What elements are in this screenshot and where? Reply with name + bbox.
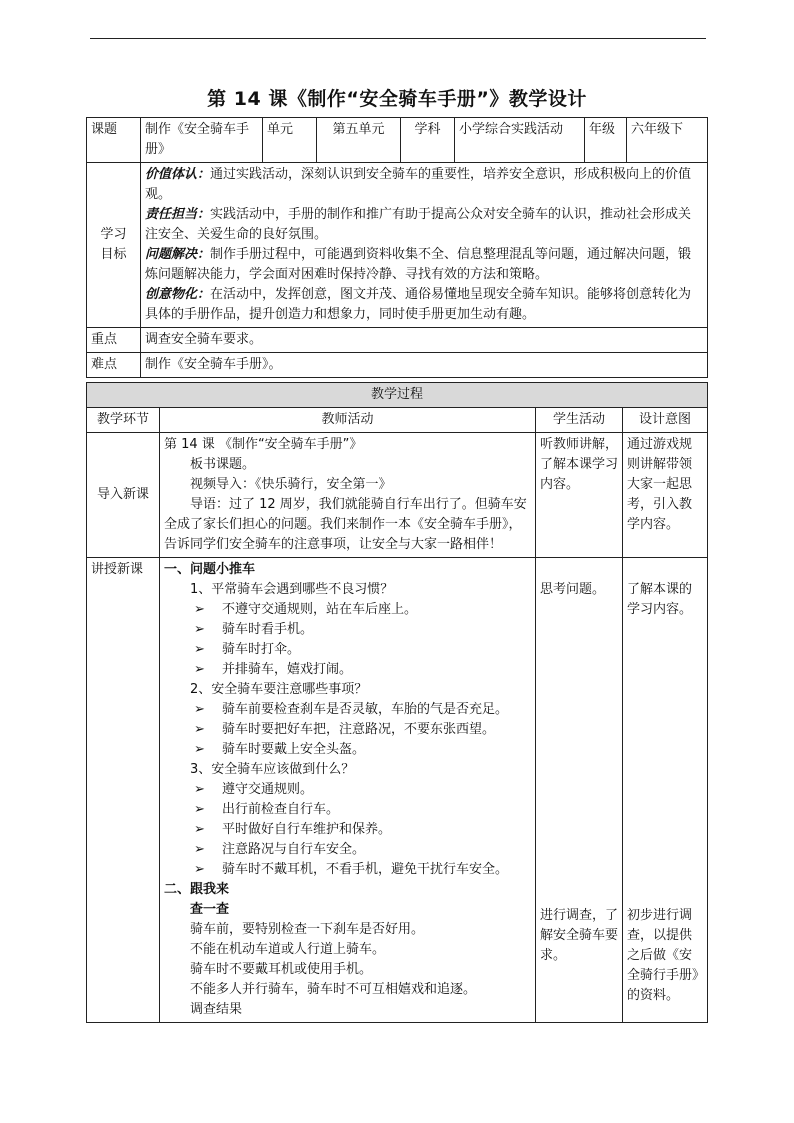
question: 3、安全骑车应该做到什么？ [190, 762, 355, 777]
unit-value: 第五单元 [317, 118, 401, 163]
check-line: 不能多人并行骑车，骑车时不可互相嬉戏和追逐。 [190, 982, 477, 997]
check-line: 不能在机动车道或人行道上骑车。 [190, 942, 386, 957]
goal-creativity: 创意物化：在活动中，发挥创意，图文并茂、通俗易懂地呈现安全骑车知识。能够将创意转化为具体的手册作品，提升创造力和想象力，同时使手册更加生动有趣。 [145, 287, 692, 322]
process-table [86, 382, 708, 1023]
list-item: ➢ 遵守交通规则。 [194, 782, 314, 797]
intent-2: 初步进行调查，以提供之后做《安全骑行手册》的资料。 [627, 908, 699, 1003]
question: 1、平常骑车会遇到哪些不良习惯？ [190, 582, 394, 597]
page-title: 第 14 课《制作“安全骑车手册”》教学设计 [207, 88, 587, 110]
intro-teacher [160, 433, 536, 558]
col-intent: 设计意图 [623, 408, 708, 433]
key-point-text: 调查安全骑车要求。 [141, 328, 708, 353]
goals-content [141, 163, 708, 328]
section-heading: 一、问题小推车 [164, 562, 256, 577]
grade-value: 六年级下 [627, 118, 708, 163]
goal-value: 价值体认：通过实践活动，深刻认识到安全骑车的重要性，培养安全意识，形成积极向上的价值观。 [145, 167, 692, 202]
intro-line: 视频导入：《快乐骑行，安全第一》 [190, 477, 392, 492]
section-heading: 二、跟我来 [164, 882, 230, 897]
intent-1: 了解本课的学习内容。 [627, 582, 693, 617]
list-item: ➢ 并排骑车，嬉戏打闹。 [194, 662, 353, 677]
goal-responsibility: 责任担当：实践活动中，手册的制作和推广有助于提高公众对安全骑车的认识，推动社会形成关注安全、关爱生命的良好氛围。 [145, 207, 692, 242]
sub-heading: 查一查 [190, 902, 230, 917]
list-item: ➢ 骑车时要戴上安全头盔。 [194, 742, 366, 757]
list-item: ➢ 不遵守交通规则，站在车后座上。 [194, 602, 418, 617]
intro-paragraph: 导语：过了 12 周岁，我们就能骑自行车出行了。但骑车安全成了家长们担心的问题。我们来制作一本《安全骑车手册》，告诉同学们安全骑车的注意事项，让安全与大家一路相伴！ [164, 497, 527, 552]
intro-title: 第 14 课 《制作“安全骑车手册”》 [164, 437, 363, 452]
subject-value: 小学综合实践活动 [455, 118, 585, 163]
check-line: 骑车前，要特别检查一下刹车是否好用。 [190, 922, 425, 937]
student-activity-1: 思考问题。 [540, 582, 606, 597]
list-item: ➢ 骑车时打伞。 [194, 642, 301, 657]
check-line: 调查结果 [190, 1002, 243, 1017]
check-line: 骑车时不要戴耳机或使用手机。 [190, 962, 373, 977]
lesson-stage: 讲授新课 [87, 558, 160, 1023]
unit-label: 单元 [263, 118, 317, 163]
list-item: ➢ 骑车时看手机。 [194, 622, 314, 637]
lesson-student [536, 558, 623, 1023]
list-item: ➢ 平时做好自行车维护和保养。 [194, 822, 392, 837]
list-item: ➢ 骑车前要检查刹车是否灵敏，车胎的气是否充足。 [194, 702, 509, 717]
grade-label: 年级 [585, 118, 627, 163]
list-item: ➢ 骑车时不戴耳机，不看手机，避免干扰行车安全。 [194, 862, 509, 877]
intro-stage: 导入新课 [87, 433, 160, 558]
col-teacher: 教师活动 [160, 408, 536, 433]
intro-intent: 通过游戏规则讲解带领大家一起思考，引入教学内容。 [623, 433, 708, 558]
info-table [86, 117, 708, 378]
process-header: 教学过程 [87, 383, 708, 408]
lesson-intent [623, 558, 708, 1023]
lesson-teacher [160, 558, 536, 1023]
question: 2、安全骑车要注意哪些事项？ [190, 682, 368, 697]
topic-value: 制作《安全骑车手册》 [141, 118, 263, 163]
intro-line: 板书课题。 [190, 457, 256, 472]
col-stage: 教学环节 [87, 408, 160, 433]
col-student: 学生活动 [536, 408, 623, 433]
topic-label: 课题 [87, 118, 141, 163]
goal-problem-solving: 问题解决：制作手册过程中，可能遇到资料收集不全、信息整理混乱等问题，通过解决问题，锻炼问题解决能力，学会面对困难时保持冷静、寻找有效的方法和策略。 [145, 247, 692, 282]
key-point-label: 重点 [87, 328, 141, 353]
difficulty-text: 制作《安全骑车手册》。 [141, 353, 708, 378]
list-item: ➢ 骑车时要把好车把，注意路况，不要东张西望。 [194, 722, 496, 737]
header-rule [90, 38, 706, 39]
list-item: ➢ 注意路况与自行车安全。 [194, 842, 366, 857]
goals-label: 学习目标 [87, 163, 141, 328]
list-item: ➢ 出行前检查自行车。 [194, 802, 340, 817]
intro-student: 听教师讲解，了解本课学习内容。 [536, 433, 623, 558]
subject-label: 学科 [401, 118, 455, 163]
difficulty-label: 难点 [87, 353, 141, 378]
student-activity-2: 进行调查，了解安全骑车要求。 [540, 908, 619, 963]
